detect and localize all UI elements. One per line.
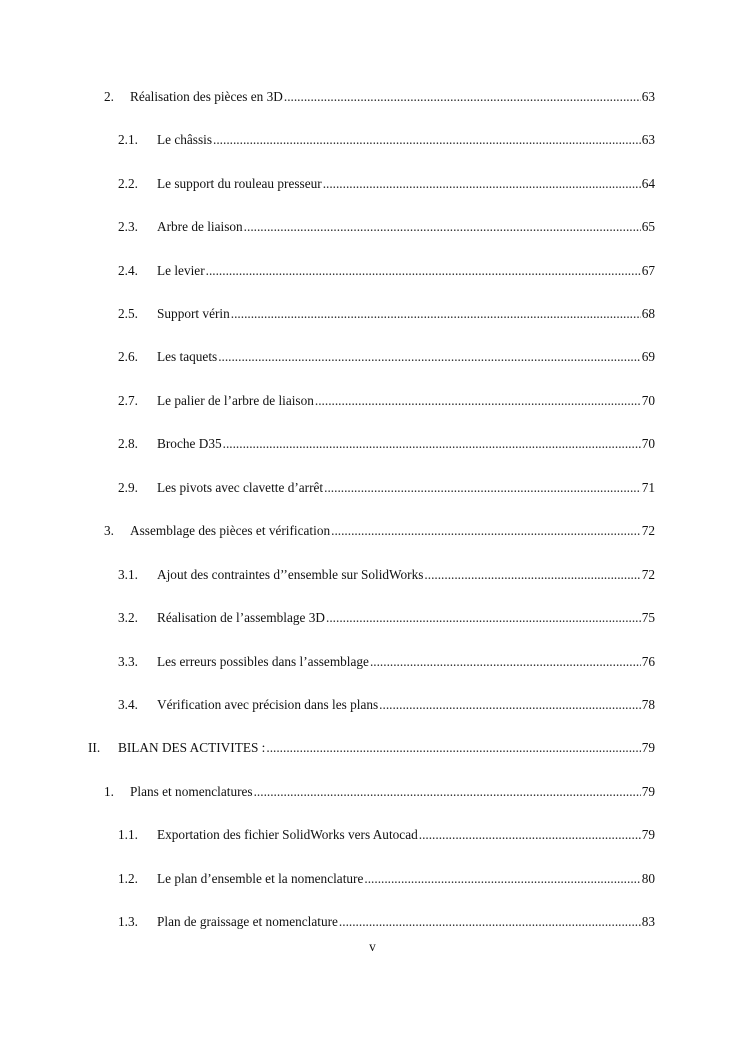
toc-entry[interactable] bbox=[118, 479, 655, 497]
toc-entry[interactable] bbox=[118, 609, 655, 627]
toc-entry[interactable] bbox=[104, 783, 655, 801]
toc-entry-title: Exportation des fichier SolidWorks vers Autocad bbox=[157, 827, 418, 842]
toc-entry-number: 3.3. bbox=[118, 654, 138, 669]
toc-entry-number: 1. bbox=[104, 784, 114, 799]
toc-entry-title: Les erreurs possibles dans l’assemblage bbox=[157, 654, 369, 669]
toc-entry-title: Support vérin bbox=[157, 306, 230, 321]
toc-entry[interactable] bbox=[118, 913, 655, 931]
toc-entry-number: 2.7. bbox=[118, 393, 138, 408]
dot-leader bbox=[419, 826, 641, 844]
toc-entry-title: Les taquets bbox=[157, 349, 218, 364]
toc-entry-number: 2. bbox=[104, 89, 114, 104]
toc-entry-page: 76 bbox=[641, 654, 655, 669]
toc-entry-page: 69 bbox=[641, 349, 655, 364]
toc-entry[interactable] bbox=[118, 262, 655, 280]
toc-entry-number: 3.1. bbox=[118, 567, 138, 582]
dot-leader bbox=[218, 348, 641, 366]
toc-entry[interactable] bbox=[118, 175, 655, 193]
dot-leader bbox=[331, 522, 641, 540]
toc-entry-number: 2.9. bbox=[118, 480, 138, 495]
dot-leader bbox=[213, 131, 641, 149]
dot-leader bbox=[364, 870, 640, 888]
toc-entry[interactable] bbox=[118, 392, 655, 410]
toc-entry[interactable] bbox=[104, 88, 655, 106]
toc-entry-title: Plan de graissage et nomenclature bbox=[157, 914, 338, 929]
toc-entry-number: 1.2. bbox=[118, 871, 138, 886]
toc-entry-page: 78 bbox=[641, 697, 655, 712]
dot-leader bbox=[324, 479, 641, 497]
toc-entry-page: 63 bbox=[641, 89, 655, 104]
toc-entry-title: Le support du rouleau presseur bbox=[157, 176, 322, 191]
toc-entry-page: 79 bbox=[641, 827, 655, 842]
toc-entry-page: 65 bbox=[641, 219, 655, 234]
toc-entry-page: 79 bbox=[641, 784, 655, 799]
toc-entry-page: 70 bbox=[641, 393, 655, 408]
toc-entry-number: 2.3. bbox=[118, 219, 138, 234]
toc-entry[interactable] bbox=[118, 653, 655, 671]
toc-entry-number: 3. bbox=[104, 523, 114, 538]
toc-entry-title: Le châssis bbox=[157, 132, 213, 147]
dot-leader bbox=[206, 262, 641, 280]
toc-entry[interactable] bbox=[118, 696, 655, 714]
toc-entry[interactable] bbox=[118, 131, 655, 149]
dot-leader bbox=[323, 175, 641, 193]
toc-entry-number: 2.6. bbox=[118, 349, 138, 364]
toc-entry-page: 75 bbox=[641, 610, 655, 625]
dot-leader bbox=[370, 653, 641, 671]
dot-leader bbox=[254, 783, 641, 801]
toc-entry-page: 80 bbox=[641, 871, 655, 886]
toc-entry-title: Plans et nomenclatures bbox=[130, 784, 253, 799]
toc-entry[interactable] bbox=[118, 348, 655, 366]
toc-entry-page: 68 bbox=[641, 306, 655, 321]
toc-entry-page: 67 bbox=[641, 263, 655, 278]
dot-leader bbox=[244, 218, 641, 236]
toc-entry-title: Le plan d’ensemble et la nomenclature bbox=[157, 871, 364, 886]
toc-entry-title: Réalisation des pièces en 3D bbox=[130, 89, 283, 104]
toc-entry[interactable] bbox=[118, 218, 655, 236]
toc-entry-number: II. bbox=[88, 740, 101, 755]
toc-entry-title: Assemblage des pièces et vérification bbox=[130, 523, 331, 538]
toc-entry-page: 70 bbox=[641, 436, 655, 451]
toc-entry-page: 83 bbox=[641, 914, 655, 929]
toc-entry-title: Les pivots avec clavette d’arrêt bbox=[157, 480, 324, 495]
toc-entry-number: 2.4. bbox=[118, 263, 138, 278]
toc-entry-page: 72 bbox=[641, 567, 655, 582]
dot-leader bbox=[326, 609, 641, 627]
toc-entry[interactable] bbox=[118, 305, 655, 323]
toc-entry-page: 64 bbox=[641, 176, 655, 191]
toc-entry-title: Broche D35 bbox=[157, 436, 222, 451]
dot-leader bbox=[424, 566, 640, 584]
toc-entry-page: 72 bbox=[641, 523, 655, 538]
dot-leader bbox=[315, 392, 641, 410]
toc-entry[interactable] bbox=[118, 435, 655, 453]
dot-leader bbox=[284, 88, 641, 106]
dot-leader bbox=[339, 913, 641, 931]
toc-entry-number: 3.2. bbox=[118, 610, 138, 625]
dot-leader bbox=[231, 305, 641, 323]
toc-entry[interactable] bbox=[118, 870, 655, 888]
toc-entry-number: 1.1. bbox=[118, 827, 138, 842]
page-number: v bbox=[369, 939, 376, 954]
dot-leader bbox=[266, 739, 640, 757]
toc-entry-number: 2.1. bbox=[118, 132, 138, 147]
toc-entry[interactable] bbox=[118, 566, 655, 584]
toc-entry[interactable] bbox=[118, 826, 655, 844]
toc-entry-title: Le palier de l’arbre de liaison bbox=[157, 393, 314, 408]
dot-leader bbox=[223, 435, 641, 453]
toc-entry-title: Arbre de liaison bbox=[157, 219, 243, 234]
toc-entry-title: BILAN DES ACTIVITES : bbox=[118, 740, 266, 755]
toc-entry-number: 1.3. bbox=[118, 914, 138, 929]
toc-entry[interactable] bbox=[88, 739, 655, 757]
dot-leader bbox=[379, 696, 641, 714]
toc-entry-title: Le levier bbox=[157, 263, 205, 278]
toc-entry[interactable] bbox=[104, 522, 655, 540]
toc-entry-number: 2.2. bbox=[118, 176, 138, 191]
toc-entry-number: 3.4. bbox=[118, 697, 138, 712]
toc-entry-page: 79 bbox=[641, 740, 655, 755]
toc-entry-title: Vérification avec précision dans les plans bbox=[157, 697, 379, 712]
toc-entry-page: 63 bbox=[641, 132, 655, 147]
toc-entry-number: 2.5. bbox=[118, 306, 138, 321]
toc-entry-title: Ajout des contraintes d’’ensemble sur SolidWorks bbox=[157, 567, 424, 582]
toc-entry-number: 2.8. bbox=[118, 436, 138, 451]
toc-entry-page: 71 bbox=[641, 480, 655, 495]
toc-entry-title: Réalisation de l’assemblage 3D bbox=[157, 610, 326, 625]
